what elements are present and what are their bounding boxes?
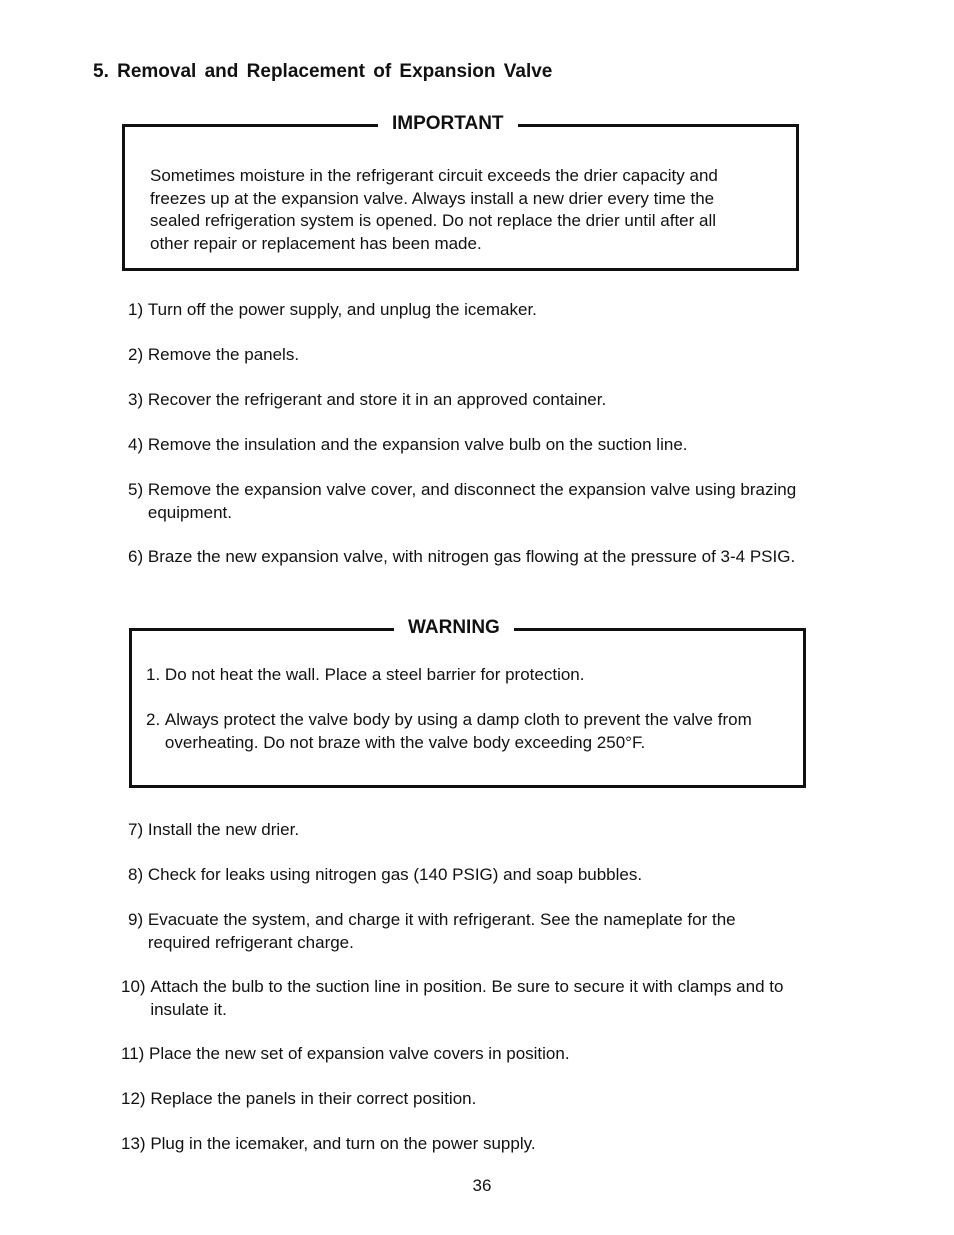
- step-number: 5): [128, 480, 144, 499]
- step-text: Evacuate the system, and charge it with refrigerant. See the nameplate for the required refrigerant charge.: [147, 910, 736, 952]
- step-text: Plug in the icemaker, and turn on the power supply.: [150, 1134, 536, 1153]
- step-text: Remove the expansion valve cover, and disconnect the expansion valve using brazing equipment.: [147, 480, 797, 522]
- step-item: [128, 434, 818, 457]
- warning-text: Always protect the valve body by using a damp cloth to prevent the valve from overheating. Do not braze with the valve body exceeding 250°F.: [164, 710, 752, 752]
- step-text: Remove the insulation and the expansion valve bulb on the suction line.: [147, 435, 688, 454]
- step-text: Remove the panels.: [147, 345, 300, 364]
- step-item: [128, 389, 818, 412]
- step-text: Check for leaks using nitrogen gas (140 PSIG) and soap bubbles.: [147, 865, 643, 884]
- step-text: Turn off the power supply, and unplug the icemaker.: [147, 300, 537, 319]
- step-text: Recover the refrigerant and store it in an approved container.: [147, 390, 607, 409]
- warning-title: WARNING: [394, 617, 514, 639]
- step-text: Install the new drier.: [147, 820, 300, 839]
- step-text: Braze the new expansion valve, with nitrogen gas flowing at the pressure of 3-4 PSIG.: [147, 547, 796, 566]
- step-item: [128, 864, 818, 887]
- step-item: [128, 299, 818, 322]
- step-number: 4): [128, 435, 144, 454]
- warning-box: [129, 617, 806, 788]
- step-number: 12): [121, 1089, 146, 1108]
- step-text: Place the new set of expansion valve covers in position.: [149, 1044, 570, 1063]
- step-number: 6): [128, 547, 144, 566]
- warning-item: [146, 664, 786, 687]
- important-box: [122, 113, 799, 271]
- step-number: 10): [121, 977, 146, 996]
- step-item: [128, 546, 808, 569]
- step-number: 8): [128, 865, 144, 884]
- page-number: 36: [472, 1176, 492, 1195]
- step-text: Attach the bulb to the suction line in position. Be sure to secure it with clamps and to insulate it.: [150, 977, 784, 1019]
- step-number: 7): [128, 820, 144, 839]
- step-item: [128, 479, 802, 524]
- warning-number: 1.: [146, 665, 161, 684]
- step-number: 9): [128, 910, 144, 929]
- step-number: 11): [121, 1044, 145, 1063]
- step-item: [128, 344, 818, 367]
- step-item: [128, 819, 818, 842]
- step-item: [121, 1043, 811, 1066]
- warning-item: [146, 709, 786, 754]
- step-number: 2): [128, 345, 144, 364]
- warning-text: Do not heat the wall. Place a steel barrier for protection.: [164, 665, 585, 684]
- important-title: IMPORTANT: [378, 113, 518, 135]
- step-item: [121, 976, 801, 1021]
- step-number: 13): [121, 1134, 146, 1153]
- step-item: [121, 1133, 811, 1156]
- warning-number: 2.: [146, 710, 161, 729]
- step-number: 1): [128, 300, 144, 319]
- step-item: [128, 909, 796, 954]
- section-title: 5. Removal and Replacement of Expansion Valve: [93, 61, 553, 82]
- step-text: Replace the panels in their correct position.: [150, 1089, 477, 1108]
- important-text: Sometimes moisture in the refrigerant circuit exceeds the drier capacity and freezes up at the expansion valve. Always install a new drier every time the sealed refrigeration system is opened. Do not replace the drier until after all other repair or replacement has been made.: [150, 166, 718, 253]
- step-item: [121, 1088, 811, 1111]
- step-number: 3): [128, 390, 144, 409]
